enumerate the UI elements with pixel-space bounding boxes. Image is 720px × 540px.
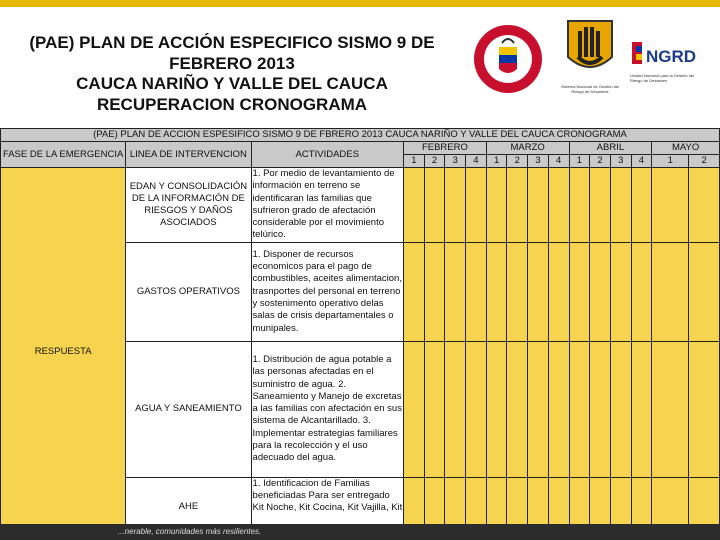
- week-cell: 2: [507, 155, 528, 168]
- snpad-logo-icon: [560, 17, 620, 103]
- header-actividades: ACTIVIDADES: [251, 142, 404, 168]
- linea-cell: AGUA Y SANEAMIENTO: [126, 341, 251, 477]
- week-cell: 4: [548, 155, 569, 168]
- week-cell: 2: [689, 155, 720, 168]
- month-mayo: MAYO: [652, 142, 720, 155]
- header-fase: FASE DE LA EMERGENCIA: [1, 142, 126, 168]
- ungrd-logo-icon: [630, 38, 702, 93]
- linea-cell: GASTOS OPERATIVOS: [126, 242, 251, 341]
- ungrd-wordmark: NGRD: [646, 47, 697, 66]
- cronograma-table: [0, 128, 720, 540]
- snpad-caption: Sistema Nacional de Gestión del Riesgo de Desastres: [560, 84, 620, 94]
- table-banner: (PAE) PLAN DE ACCION ESPESIFICO SISMO 9 DE FBRERO 2013 CAUCA NARIÑO Y VALLE DEL CAUCA CRONOGRAMA: [1, 129, 720, 142]
- week-cell: 2: [590, 155, 611, 168]
- week-cell: 2: [424, 155, 445, 168]
- footer-bar: ...nerable, comunidades más resilientes.: [0, 524, 720, 540]
- actividad-cell: 1. Disponer de recursos economicos para el pago de combustibles, aceites alimentacion, trasnportes del personal en terreno y sostenimento operativo delas salas de crisis departamentales o munipales.: [251, 242, 404, 341]
- week-cell: 3: [528, 155, 549, 168]
- colombia-seal-icon: [472, 23, 544, 95]
- week-cell: 1: [569, 155, 590, 168]
- ungrd-caption: Unidad Nacional para la Gestión del Riesgo de Desastres: [630, 73, 695, 83]
- actividad-cell: 1. Identificacion de Familias beneficiadas Para ser entregado Kit Noche, Kit Cocina, Kit Vajilla, Kit: [251, 477, 404, 537]
- fase-cell: RESPUESTA: [1, 168, 126, 538]
- page-title: [0, 33, 464, 115]
- title-line-3: CAUCA NARIÑO Y VALLE DEL CAUCA: [76, 74, 388, 93]
- actividad-cell: 1. Distribución de agua potable a las personas afectadas en el suministro de agua. 2. Saneamiento y Manejo de excretas a las familias con afectación en sus sistema de Alcantarillado. 3. Implementar estrategias familiares para la recolección y el uso adecuado del agua.: [251, 341, 404, 477]
- month-abril: ABRIL: [569, 142, 652, 155]
- week-cell: 4: [466, 155, 487, 168]
- title-line-4: RECUPERACION CRONOGRAMA: [96, 94, 368, 114]
- week-cell: 3: [445, 155, 466, 168]
- week-cell: 1: [652, 155, 689, 168]
- title-line-2: FEBRERO 2013: [169, 53, 295, 73]
- month-febrero: FEBRERO: [404, 142, 487, 155]
- linea-cell: EDAN Y CONSOLIDACIÓN DE LA INFORMACIÓN DE RIESGOS Y DAÑOS ASOCIADOS: [126, 168, 251, 243]
- week-cell: 1: [404, 155, 425, 168]
- header-linea: LINEA DE INTERVENCION: [126, 142, 251, 168]
- actividad-cell: 1. Por medio de levantamiento de información en terreno se identificaran las familias que sufrieron grado de afectación considerable por el movimiento telúrico.: [251, 168, 404, 243]
- week-cell: 1: [486, 155, 507, 168]
- top-accent-bar: [0, 0, 720, 7]
- title-line-1: (PAE) PLAN DE ACCIÓN ESPECIFICO SISMO 9 DE: [29, 33, 435, 52]
- table-row: [1, 168, 720, 243]
- linea-cell: AHE: [126, 477, 251, 537]
- week-cell: 3: [610, 155, 631, 168]
- month-marzo: MARZO: [486, 142, 569, 155]
- week-cell: 4: [631, 155, 652, 168]
